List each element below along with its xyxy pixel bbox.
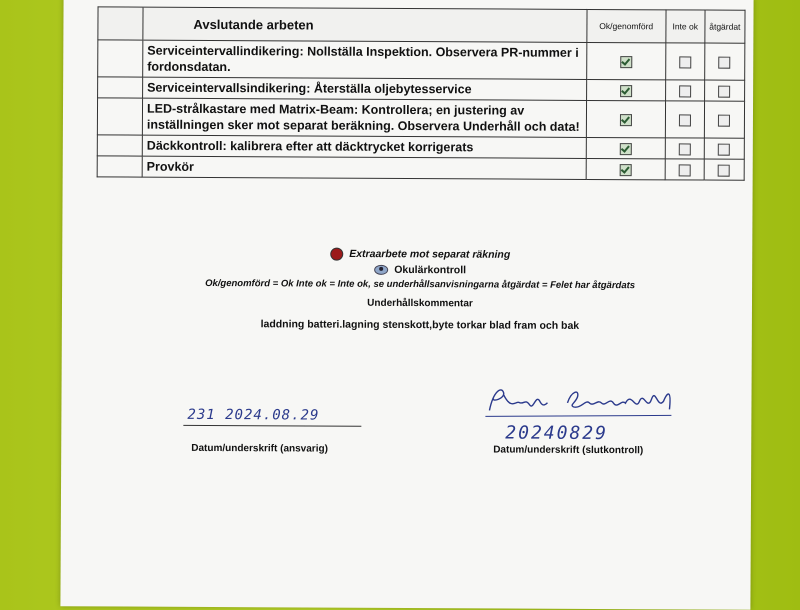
legend-extra-work-text: Extraarbete mot separat räkning	[349, 247, 511, 261]
task-text: Serviceintervallsindikering: Återställa oljebytesservice	[143, 77, 587, 100]
legend-visual-check-text: Okulärkontroll	[394, 263, 467, 277]
handwritten-date-right: 20240829	[505, 422, 609, 445]
checkbox-cell-atgardat	[704, 159, 744, 180]
checkbox-cell-inte-ok	[665, 138, 704, 159]
row-blank-cell	[97, 98, 142, 135]
table-row	[98, 40, 745, 80]
signature-label-left: Datum/underskrift (ansvarig)	[191, 442, 328, 455]
header-blank	[98, 7, 143, 40]
checkbox-atgardat[interactable]	[718, 114, 730, 126]
task-text: LED-strålkastare med Matrix-Beam: Kontrollera; en justering av inställningen sker mot separat beräkning. Observera Underhåll och data!	[142, 98, 586, 137]
checkbox-ok[interactable]	[620, 56, 632, 68]
checkbox-inte-ok[interactable]	[679, 56, 691, 68]
col-inte-ok: Inte ok	[666, 10, 705, 43]
task-text: Däckkontroll: kalibrera efter att däcktrycket korrigerats	[142, 135, 586, 158]
checkbox-cell-atgardat	[704, 101, 744, 138]
checkbox-inte-ok[interactable]	[678, 164, 690, 176]
row-blank-cell	[98, 40, 143, 77]
checkbox-cell-ok	[586, 137, 665, 158]
checkbox-cell-atgardat	[704, 43, 744, 80]
comment-text: laddning batteri.lagning stenskott,byte torkar blad fram och bak	[260, 318, 580, 332]
checkbox-cell-ok	[586, 42, 665, 79]
closing-work-table	[97, 6, 746, 180]
table-row	[97, 156, 744, 180]
checkbox-cell-ok	[586, 100, 665, 137]
checkbox-cell-atgardat	[704, 80, 744, 101]
table-row	[97, 98, 744, 138]
checkbox-ok[interactable]	[620, 85, 632, 97]
eye-icon	[374, 265, 388, 275]
checkbox-cell-inte-ok	[665, 43, 704, 80]
legend-explanation: Ok/genomförd = Ok Inte ok = Inte ok, se underhållsanvisningarna åtgärdat = Felet har åtgärdats	[205, 277, 636, 292]
checkbox-atgardat[interactable]	[718, 164, 730, 176]
handwritten-date-left: 231 2024.08.29	[187, 406, 320, 424]
handwritten-signature	[481, 380, 691, 421]
col-ok: Ok/genomförd	[587, 9, 666, 42]
checkbox-cell-ok	[586, 158, 665, 179]
checkbox-ok[interactable]	[619, 164, 631, 176]
comment-label: Underhållskommentar	[367, 297, 473, 310]
red-dot-icon	[330, 248, 343, 261]
checkbox-inte-ok[interactable]	[679, 85, 691, 97]
checkbox-cell-inte-ok	[665, 101, 704, 138]
checkbox-ok[interactable]	[620, 114, 632, 126]
legend-visual-check	[96, 262, 744, 277]
signature-line-left	[183, 425, 361, 427]
checkbox-ok[interactable]	[620, 143, 632, 155]
checkbox-inte-ok[interactable]	[679, 143, 691, 155]
checkbox-cell-inte-ok	[665, 80, 704, 101]
checkbox-atgardat[interactable]	[719, 56, 731, 68]
table-header-row	[98, 7, 745, 43]
checkbox-cell-atgardat	[704, 138, 744, 159]
legend-extra-work	[96, 246, 744, 262]
task-text: Serviceintervallindikering: Nollställa Inspektion. Observera PR-nummer i fordonsdatan.	[143, 40, 587, 79]
checkbox-inte-ok[interactable]	[679, 114, 691, 126]
checkbox-atgardat[interactable]	[718, 143, 730, 155]
signature-label-right: Datum/underskrift (slutkontroll)	[493, 444, 644, 457]
checkbox-cell-inte-ok	[665, 159, 704, 180]
row-blank-cell	[98, 77, 143, 98]
table-title: Avslutande arbeten	[143, 7, 587, 42]
table-body	[97, 40, 745, 180]
col-atgardat: åtgärdat	[705, 10, 745, 43]
checkbox-atgardat[interactable]	[718, 85, 730, 97]
checkbox-cell-ok	[586, 79, 665, 100]
task-text: Provkör	[142, 156, 586, 179]
paper-sheet	[60, 0, 753, 610]
row-blank-cell	[97, 135, 142, 156]
row-blank-cell	[97, 156, 142, 177]
